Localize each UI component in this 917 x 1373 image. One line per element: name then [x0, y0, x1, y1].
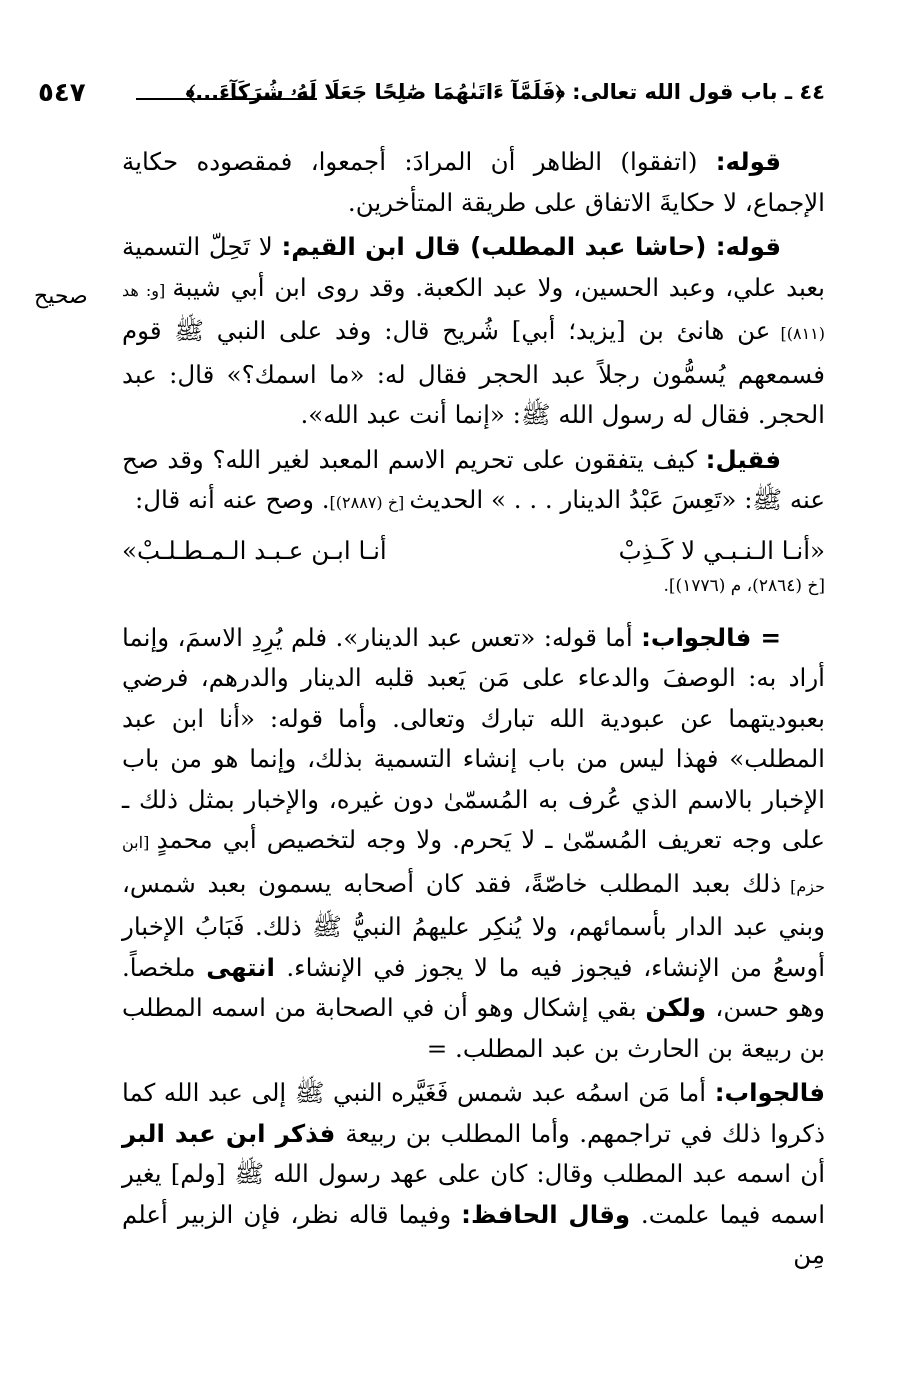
chapter-title: ٤٤ ـ باب قول الله تعالى: ﴿فَلَمَّآ ءَاتَىٰهُمَا صَٰلِحًا جَعَلَا لَهُۥ شُرَكَآءَ...﴾ — [185, 80, 825, 104]
ended-word: انتهى — [206, 952, 287, 982]
paragraph-lead-2: (حاشا عبد المطلب) قال ابن القيم: — [281, 232, 716, 261]
poem-reference: [خ (٢٨٦٤)، م (١٧٧٦)]. — [663, 575, 825, 596]
answer2-lead-2: فذكر ابن عبد البر — [122, 1118, 346, 1148]
hemistich-second: أنـا ابـن عـبـد الـمـطـلـبْ» — [122, 535, 387, 565]
answer2-paragraph — [122, 1073, 825, 1276]
answer-text-2: ذلك بعبد المطلب خاصّةً، فقد كان أصحابه يسمون بعبد شمس، وبني عبد الدار بأسمائهم، ولا يُنكِر عليهمُ النبيُّ ﷺ ذلك. فَبَابُ الإخبار أوسعُ من الإنشاء، فيجوز فيه ما لا يجوز في الإنشاء. — [122, 868, 826, 982]
answer-paragraph — [122, 618, 825, 1070]
paragraph-text: كيف يتفقون على تحريم الاسم المعبد لغير الله؟ وقد صح عنه ﷺ: «تَعِسَ عَبْدُ الدينار . . . » الحديث — [122, 444, 825, 514]
page-header — [38, 78, 825, 118]
paragraph-lead: فقيل: — [705, 444, 781, 474]
answer2-text-2: أن اسمه عبد المطلب وقال: كان على عهد رسول الله ﷺ [ولم] يغير اسمه فيما علمت. — [122, 1159, 825, 1229]
answer2-lead: فالجواب: — [714, 1078, 825, 1107]
answer2-lead-3: وقال الحافظ: — [461, 1199, 641, 1229]
paragraph-text-2: عن هانئ بن [يزيد؛ أبي] شُريح قال: وفد على النبي ﷺ قوم فسمعهم يُسمُّون رجلاً عبد الحجر فقال له: «ما اسمك؟» قال: عبد الحجر. فقال له رسول الله ﷺ: «إنما أنت عبد الله». — [122, 316, 825, 429]
hemistich-first: «أنـا الـنـبـي لا كَـذِبْ — [618, 535, 825, 565]
reference: [و: هد (٨١١)] — [122, 280, 825, 343]
answer-text-3: ملخصاً. وهو حسن، — [122, 952, 825, 1022]
margin-note: صحيح — [34, 284, 88, 309]
paragraph-lead: قوله: — [715, 232, 781, 261]
paragraph-3 — [122, 440, 825, 524]
answer-lead: = فالجواب: — [641, 622, 781, 652]
paragraph-2 — [122, 227, 825, 436]
body-text — [122, 142, 825, 1276]
paragraph-1 — [122, 142, 825, 223]
page-number: ٥٤٧ — [38, 78, 86, 108]
header-rule — [136, 98, 317, 100]
paragraph-lead: قوله: — [715, 147, 781, 176]
reference: [خ (٢٨٨٧)] — [329, 493, 410, 512]
but-word: ولكن — [645, 993, 716, 1022]
paragraph-text-2: . وصح عنه أنه قال: — [134, 485, 330, 514]
paragraph-text: (اتفقوا) الظاهر أن المرادَ: أجمعوا، فمقصوده حكاية الإجماع، لا حكايةَ الاتفاق على طريقة المتأخرين. — [122, 147, 825, 217]
answer-text-4: بقي إشكال وهو أن في الصحابة من اسمه المطلب بن ربيعة بن الحارث بن عبد المطلب. = — [122, 993, 825, 1063]
reference: [ابن حزم] — [122, 833, 825, 896]
answer-text: أما قوله: «تعس عبد الدينار». فلم يُرِدِ الاسمَ، وإنما أراد به: الوصفَ والدعاء على مَن يَعبد قلبه الدينار والدرهم، فرضي بعبوديتهما عن عبودية الله تبارك وتعالى. وأما قوله: «أنا ابن عبد المطلب» فهذا ليس من باب إنشاء التسمية بذلك، وإنما هو من باب الإخبار بالاسم الذي عُرف به المُسمّىٰ دون غيره، والإخبار بمثل ذلك ـ على وجه تعريف المُسمّىٰ ـ لا يَحرم. ولا وجه لتخصيص أبي محمدٍ — [122, 622, 826, 854]
answer2-text-3: وفيما قاله نظر، فإن الزبير أعلم مِن — [122, 1199, 825, 1269]
paragraph-text: لا تَحِلّ التسمية بعبد علي، وعبد الحسين، ولا عبد الكعبة. وقد روى ابن أبي شيبة — [122, 232, 825, 302]
poem-verse — [122, 530, 825, 572]
answer2-text: أما مَن اسمُه عبد شمس فَغَيَّره النبي ﷺ إلى عبد الله كما ذكروا ذلك في تراجمهم. وأما المطلب بن ربيعة — [122, 1078, 825, 1148]
